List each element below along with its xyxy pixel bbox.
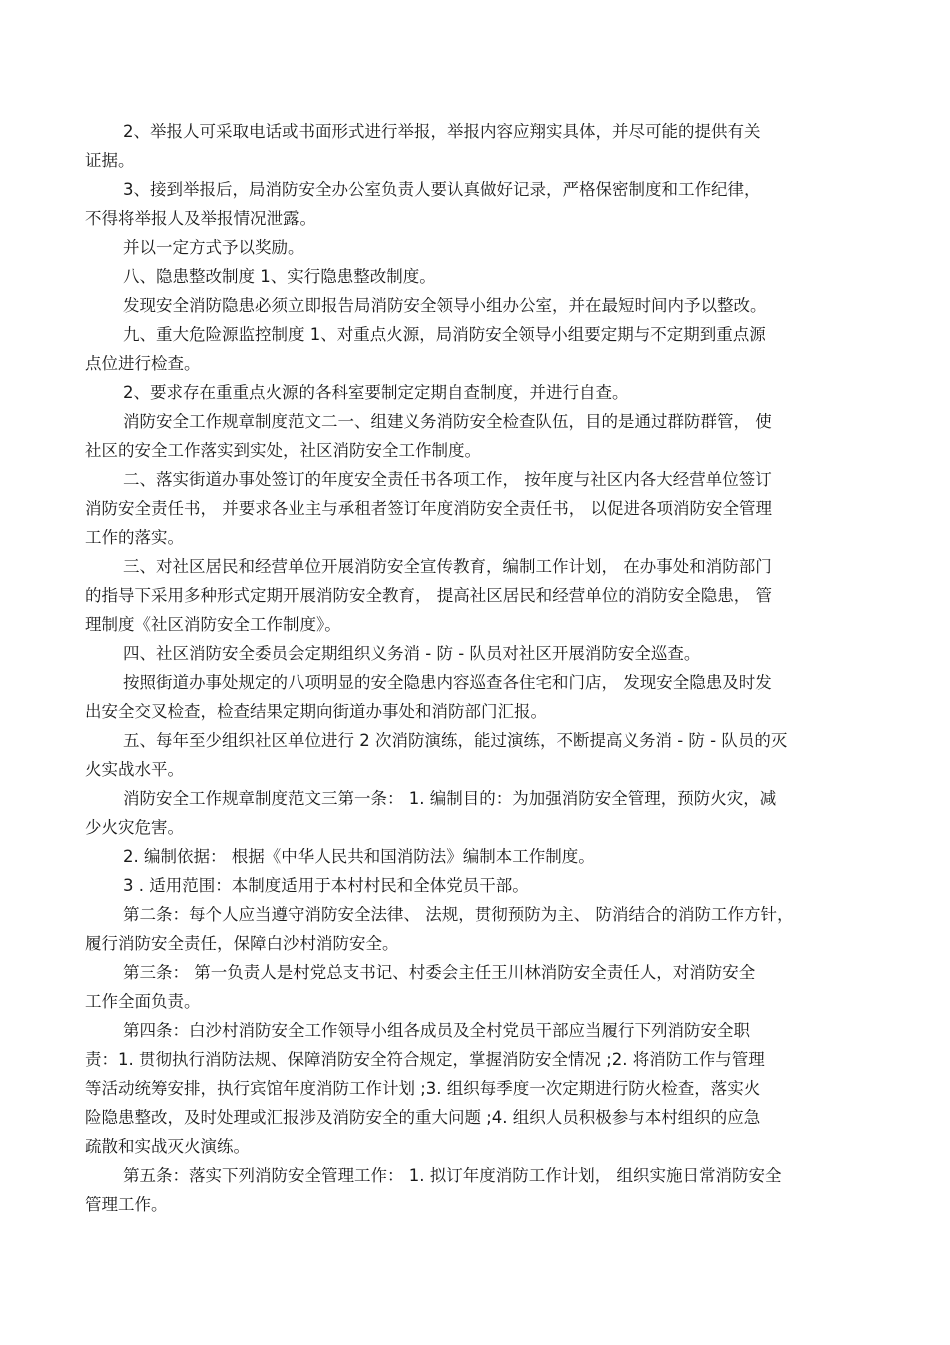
text-line: 九、重大危险源监控制度 1、对重点火源，局消防安全领导小组要定期与不定期到重点源	[123, 325, 766, 344]
text-line: 并以一定方式予以奖励。	[123, 238, 305, 257]
text-line: 疏散和实战灭火演练。	[85, 1137, 250, 1156]
text-line: 五、每年至少组织社区单位进行 2 次消防演练，能过演练，不断提高义务消 - 防 - 队员的灭	[123, 731, 788, 750]
text-line: 理制度《社区消防安全工作制度》。	[85, 615, 341, 634]
text-line: 三、对社区居民和经营单位开展消防安全宣传教育，编制工作计划， 在办事处和消防部门	[123, 557, 772, 576]
text-line: 消防安全工作规章制度范文二一、组建义务消防安全检查队伍，目的是通过群防群管， 使	[123, 412, 772, 431]
text-line: 按照街道办事处规定的八项明显的安全隐患内容巡查各住宅和门店， 发现安全隐患及时发	[123, 673, 772, 692]
text-line: 2、要求存在重重点火源的各科室要制定定期自查制度，并进行自查。	[123, 383, 629, 402]
text-line: 第二条：每个人应当遵守消防安全法律、 法规，贯彻预防为主、 防消结合的消防工作方针，	[123, 905, 794, 924]
text-line: 二、落实街道办事处签订的年度安全责任书各项工作， 按年度与社区内各大经营单位签订	[123, 470, 772, 489]
text-line: 点位进行检查。	[85, 354, 201, 373]
text-line: 第五条：落实下列消防安全管理工作： 1. 拟订年度消防工作计划， 组织实施日常消防安全	[123, 1166, 782, 1185]
text-line: 消防安全责任书， 并要求各业主与承租者签订年度消防安全责任书， 以促进各项消防安全管理	[85, 499, 772, 518]
text-line: 2、举报人可采取电话或书面形式进行举报，举报内容应翔实具体，并尽可能的提供有关	[123, 122, 761, 141]
text-line: 火实战水平。	[85, 760, 184, 779]
text-line: 3、接到举报后，局消防安全办公室负责人要认真做好记录，严格保密制度和工作纪律，	[123, 180, 761, 199]
text-line: 发现安全消防隐患必须立即报告局消防安全领导小组办公室，并在最短时间内予以整改。	[123, 296, 767, 315]
text-line: 第四条：白沙村消防安全工作领导小组各成员及全村党员干部应当履行下列消防安全职	[123, 1021, 750, 1040]
text-line: 3 . 适用范围：本制度适用于本村村民和全体党员干部。	[123, 876, 529, 895]
text-line: 四、社区消防安全委员会定期组织义务消 - 防 - 队员对社区开展消防安全巡查。	[123, 644, 701, 663]
text-line: 证据。	[85, 151, 135, 170]
text-line: 履行消防安全责任，保障白沙村消防安全。	[85, 934, 399, 953]
text-line: 不得将举报人及举报情况泄露。	[85, 209, 316, 228]
text-line: 责：1. 贯彻执行消防法规、保障消防安全符合规定，掌握消防安全情况 ;2. 将消防工作与管理	[85, 1050, 765, 1069]
text-line: 消防安全工作规章制度范文三第一条： 1. 编制目的：为加强消防安全管理，预防火灾，减	[123, 789, 777, 808]
text-line: 2. 编制依据： 根据《中华人民共和国消防法》编制本工作制度。	[123, 847, 595, 866]
text-line: 出安全交叉检查，检查结果定期向街道办事处和消防部门汇报。	[85, 702, 547, 721]
text-line: 险隐患整改，及时处理或汇报涉及消防安全的重大问题 ;4. 组织人员积极参与本村组织的应急	[85, 1108, 761, 1127]
text-line: 工作的落实。	[85, 528, 184, 547]
text-line: 的指导下采用多种形式定期开展消防安全教育， 提高社区居民和经营单位的消防安全隐患， 管	[85, 586, 772, 605]
text-line: 等活动统筹安排，执行宾馆年度消防工作计划 ;3. 组织每季度一次定期进行防火检查，落实火	[85, 1079, 761, 1098]
text-line: 第三条： 第一负责人是村党总支书记、村委会主任王川林消防安全责任人，对消防安全	[123, 963, 756, 982]
text-line: 社区的安全工作落实到实处，社区消防安全工作制度。	[85, 441, 481, 460]
text-line: 工作全面负责。	[85, 992, 201, 1011]
text-line: 八、隐患整改制度 1、实行隐患整改制度。	[123, 267, 436, 286]
text-line: 少火灾危害。	[85, 818, 184, 837]
text-line: 管理工作。	[85, 1195, 168, 1214]
